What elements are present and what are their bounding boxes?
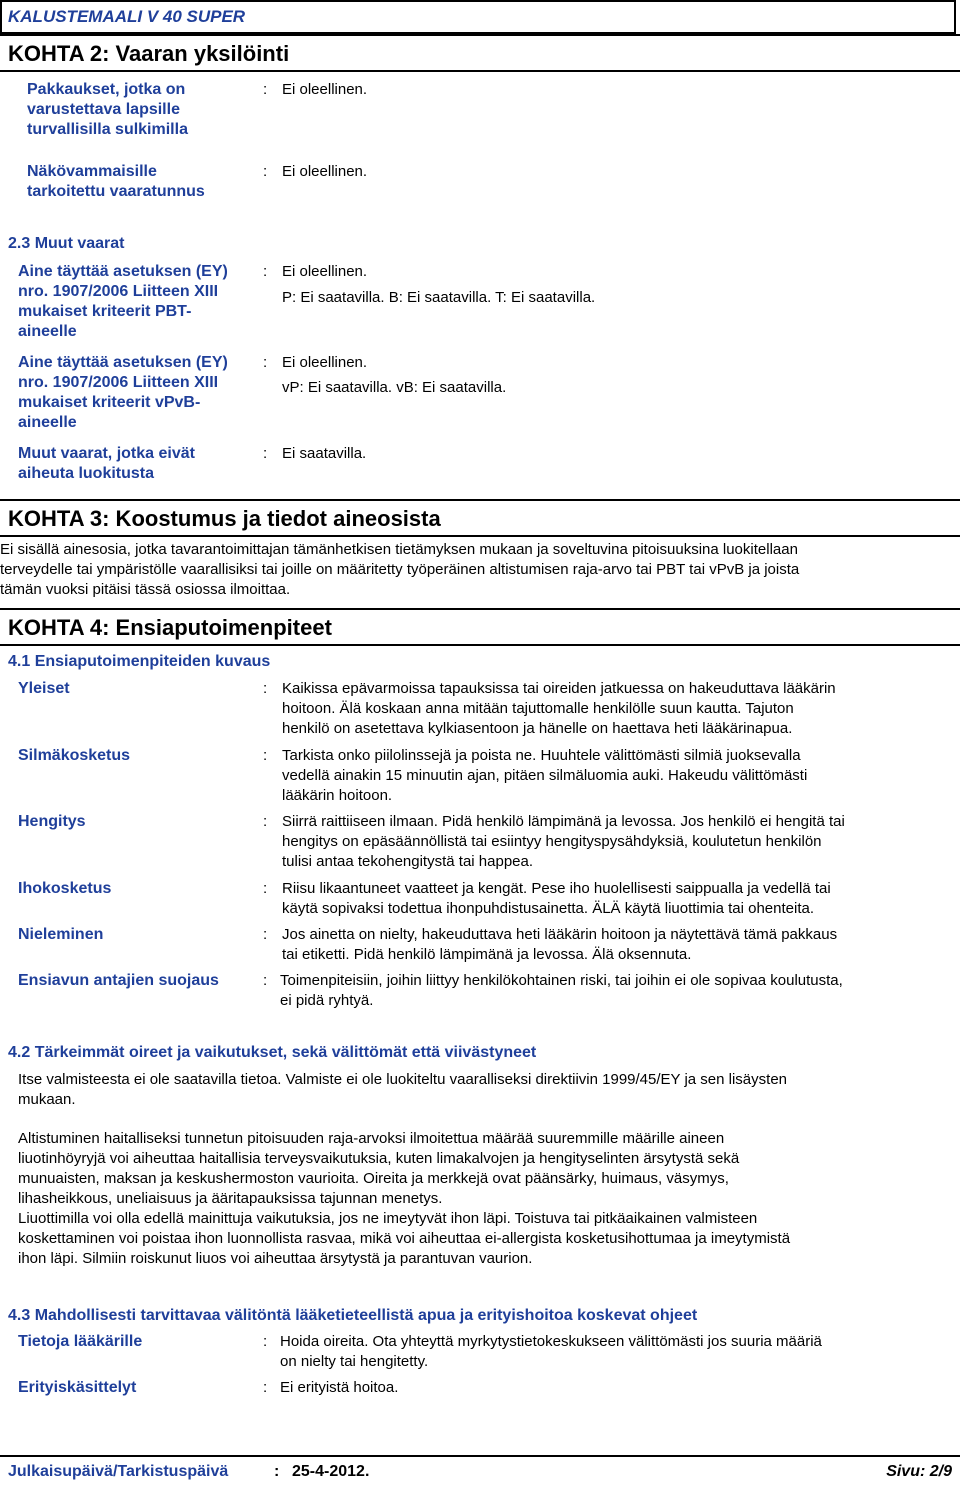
colon: : [263,81,268,98]
vpvb-label [18,353,228,433]
colon: : [263,972,268,989]
tactile-warning-label [27,162,205,202]
text-line: koskettaminen voi poistaa ihon luonnollista rasvaa, mikä voi aiheuttaa ei-allergista kosketusihottumaa ja imeytymistä [18,1230,791,1247]
childproof-value: Ei oleellinen. [282,81,368,98]
text-line: terveydelle tai ympäristölle vaarallisiksi tai joille on määritetty työperäinen altistumisen raja-arvo tai PBT tai vPvB ja joista [0,561,800,578]
subsection-4-2-text [18,1129,958,1269]
colon: : [263,263,268,280]
childproof-label [27,80,188,140]
label-line: mukaiset kriteerit vPvB- [18,394,201,411]
colon: : [274,1463,280,1480]
text-line: munuaisten, maksan ja keskushermoston vaurioita. Oireita ja merkkejä ovat päänsärky, huimaus, väsymys, [18,1170,729,1187]
label-line: aineelle [18,414,77,431]
vpvb-detail: vP: Ei saatavilla. vB: Ei saatavilla. [282,379,507,396]
ingestion-value [282,925,837,965]
label-line: Aine täyttää asetuksen (EY) [18,354,228,371]
label-line: mukaiset kriteerit PBT- [18,303,192,320]
text-line: Altistuminen haitalliseksi tunnetun pitoisuuden raja-arvoksi ilmoitettua määrää suuremmille määrille aineen [18,1130,725,1147]
other-hazards-heading: 2.3 Muut vaarat [8,235,125,252]
eye-contact-label: Silmäkosketus [18,747,131,764]
text-line: ei pidä ryhtyä. [280,992,374,1009]
text-line: tulisi antaa tekohengitystä tai happea. [282,853,534,870]
colon: : [263,747,268,764]
specific-treatments-label: Erityiskäsittelyt [18,1379,137,1396]
text-line: lihasheikkous, uneliaisuus ja ääritapauksissa tajunnan menetys. [18,1190,443,1207]
page-number: Sivu: 2/9 [886,1463,952,1480]
label-line: tarkoitettu vaaratunnus [27,183,205,200]
label-line: aineelle [18,323,77,340]
label-line: Muut vaarat, jotka eivät [18,445,195,462]
inhalation-value [282,812,845,872]
colon: : [263,1379,268,1396]
label-line: varustettava lapsille [27,101,180,118]
text-line: vedellä ainakin 15 minuutin ajan, pitäen silmäluomia auki. Hakeudu välittömästi [282,767,808,784]
section-4-title: KOHTA 4: Ensiaputoimenpiteet [8,615,332,640]
label-line: nro. 1907/2006 Liitteen XIII [18,374,219,391]
colon: : [263,354,268,371]
text-line: lääkärin hoitoon. [282,787,393,804]
text-line: Ei sisällä ainesosia, jotka tavarantoimittajan tämänhetkisen tietämyksen mukaan ja soveltuvina pitoisuuksina luokitellaan [0,541,798,558]
text-line: hengitys on epäsäännöllistä tai esiintyy hengityspysähdyksiä, koulutetun henkilön [282,833,822,850]
label-line: Pakkaukset, jotka on [27,81,186,98]
text-line: Tarkista onko piilolinssejä ja poista ne. Huuhtele välittömästi silmiä juoksevalla [282,747,801,764]
skin-contact-label: Ihokosketus [18,880,112,897]
text-line: Jos ainetta on nielty, hakeuduttava heti lääkärin hoitoon ja näytettävä tämä pakkaus [282,926,838,943]
label-line: turvallisilla sulkimilla [27,121,188,138]
footer-date-label: Julkaisupäivä/Tarkistuspäivä [8,1463,229,1480]
label-line: aiheuta luokitusta [18,465,155,482]
colon: : [263,1333,268,1350]
text-line: Liuottimilla voi olla edellä mainittuja vaikutuksia, jos ne imeytyvät ihon läpi. Toistuva tai pitkäaikainen valmisteen [18,1210,758,1227]
text-line: Toimenpiteisiin, joihin liittyy henkilökohtainen riski, tai joihin ei ole sopivaa koulutusta, [280,972,843,989]
label-line: Aine täyttää asetuksen (EY) [18,263,228,280]
pbt-detail: P: Ei saatavilla. B: Ei saatavilla. T: Ei saatavilla. [282,289,596,306]
text-line: Kaikissa epävarmoissa tapauksissa tai oireiden jatkuessa on hakeuduttava lääkärin [282,680,836,697]
vpvb-value: Ei oleellinen. [282,354,368,371]
colon: : [263,445,268,462]
label-line: Näkövammaisille [27,163,157,180]
skin-contact-value [282,879,831,919]
text-line: Itse valmisteesta ei ole saatavilla tietoa. Valmiste ei ole luokiteltu vaaralliseksi direktiivin 1999/45/EY ja sen lisäysten [18,1071,787,1088]
text-line: henkilö on asetettava kylkiasentoon ja hänelle on haettava heti lääkärinapua. [282,720,793,737]
text-line: Hoida oireita. Ota yhteyttä myrkytystietokeskukseen välittömästi jos suuria määriä [280,1333,822,1350]
colon: : [263,163,268,180]
text-line: Siirrä raittiiseen ilmaan. Pidä henkilö lämpimänä ja levossa. Jos henkilö ei hengitä tai [282,813,845,830]
text-line: Riisu likaantuneet vaatteet ja kengät. Pese iho huolellisesti saippualla ja vedellä tai [282,880,831,897]
subsection-4-1-heading: 4.1 Ensiaputoimenpiteiden kuvaus [8,653,271,670]
section-2-title: KOHTA 2: Vaaran yksilöinti [8,41,290,66]
specific-treatments-value: Ei erityistä hoitoa. [280,1379,399,1396]
text-line: käytä sopivaksi todettua ihonpuhdistusainetta. ÄLÄ käytä liuottimia tai ohenteita. [282,900,814,917]
text-line: tai etiketti. Pidä henkilö lämpimänä ja levossa. Älä oksennuta. [282,946,692,963]
text-line: tämän vuoksi pitäisi tässä osiossa ilmoittaa. [0,581,291,598]
tactile-warning-value: Ei oleellinen. [282,163,368,180]
other-hazards-label [18,444,195,484]
text-line: on nielty tai hengitetty. [280,1353,429,1370]
section-3-text [0,540,958,600]
first-aider-protection-value [280,971,843,1011]
eye-contact-value [282,746,807,806]
section-3-title: KOHTA 3: Koostumus ja tiedot aineosista [8,506,441,531]
pbt-value: Ei oleellinen. [282,263,368,280]
colon: : [263,680,268,697]
subsection-4-2-heading: 4.2 Tärkeimmät oireet ja vaikutukset, sekä välittömät että viivästyneet [8,1044,537,1061]
footer-date: 25-4-2012. [292,1463,370,1480]
other-hazards-value: Ei saatavilla. [282,445,367,462]
text-line: hoitoon. Älä koskaan anna mitään tajuttomalle henkilölle suun kautta. Tajuton [282,700,794,717]
ingestion-label: Nieleminen [18,926,104,943]
subsection-4-3-heading: 4.3 Mahdollisesti tarvittavaa välitöntä lääketieteellistä apua ja erityishoitoa koskevat ohjeet [8,1307,698,1324]
text-line: mukaan. [18,1091,76,1108]
inhalation-label: Hengitys [18,813,86,830]
first-aid-general-label: Yleiset [18,680,70,697]
colon: : [263,926,268,943]
text-line: ihon läpi. Silmiin roiskunut liuos voi aiheuttaa ärsytystä ja parantuvan vaurion. [18,1250,533,1267]
subsection-4-2-intro [18,1070,958,1110]
text-line: liuotinhöyryjä voi aiheuttaa haitallisia terveysvaikutuksia, kuten limakalvojen ja hengityselinten ärsytystä sekä [18,1150,740,1167]
label-line: nro. 1907/2006 Liitteen XIII [18,283,219,300]
pbt-label [18,262,228,342]
physician-notes-label: Tietoja lääkärille [18,1333,143,1350]
colon: : [263,880,268,897]
physician-notes-value [280,1332,822,1372]
first-aid-general-value [282,679,836,739]
first-aider-protection-label: Ensiavun antajien suojaus [18,972,219,989]
colon: : [263,813,268,830]
document-title: KALUSTEMAALI V 40 SUPER [8,7,246,26]
